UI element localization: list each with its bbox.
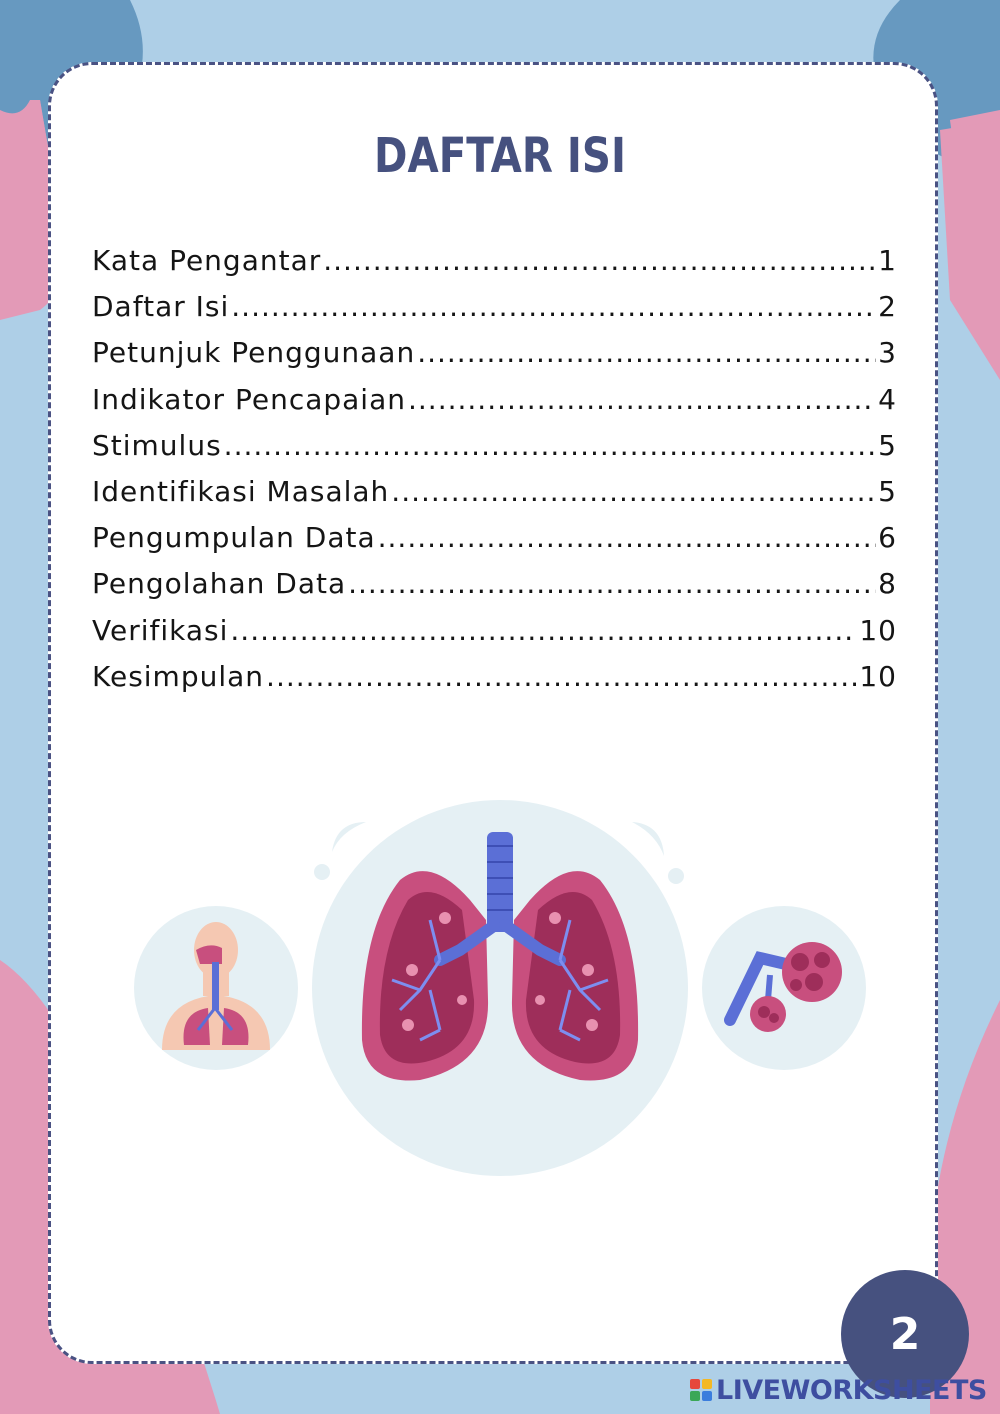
toc-page-number: 2: [878, 290, 897, 324]
toc-page-number: 5: [878, 474, 897, 508]
toc-leader-dots: [378, 521, 877, 554]
toc-item-indikator-pencapaian[interactable]: [92, 383, 897, 429]
toc-item-verifikasi[interactable]: [92, 614, 897, 660]
toc-page-number: 1: [878, 244, 897, 277]
toc-page-number: 5: [878, 428, 897, 462]
toc-label: Petunjuk Penggunaan: [92, 336, 416, 370]
toc-label: Kata Pengantar: [92, 244, 322, 277]
toc-item-kata-pengantar[interactable]: [92, 244, 897, 290]
toc-leader-dots: [323, 244, 876, 277]
toc-page-number: 4: [878, 382, 897, 416]
toc-item-identifikasi-masalah[interactable]: [92, 475, 897, 521]
page-title: DAFTAR ISI: [374, 128, 626, 184]
toc-item-daftar-isi[interactable]: [92, 290, 897, 336]
table-of-contents: [92, 244, 897, 706]
toc-leader-dots: [266, 660, 857, 693]
toc-item-kesimpulan[interactable]: [92, 660, 897, 706]
toc-leader-dots: [348, 567, 876, 600]
toc-label: Stimulus: [92, 428, 222, 462]
toc-label: Verifikasi: [92, 613, 229, 647]
toc-page-number: 3: [878, 336, 897, 370]
toc-item-stimulus[interactable]: [92, 429, 897, 475]
toc-item-petunjuk-penggunaan[interactable]: [92, 336, 897, 382]
liveworksheets-logo-icon: [690, 1379, 712, 1401]
toc-label: Kesimpulan: [92, 659, 265, 693]
toc-leader-dots: [224, 429, 877, 462]
toc-item-pengumpulan-data[interactable]: [92, 521, 897, 567]
watermark: [690, 1373, 987, 1407]
page-number-badge: 2: [841, 1270, 969, 1398]
toc-page-number: 8: [878, 567, 897, 601]
toc-page-number: 10: [859, 613, 897, 647]
toc-label: Pengolahan Data: [92, 567, 347, 601]
watermark-text: LIVEWORKSHEETS: [716, 1374, 987, 1406]
toc-leader-dots: [417, 336, 876, 369]
toc-item-pengolahan-data[interactable]: [92, 567, 897, 613]
toc-label: Identifikasi Masalah: [92, 474, 390, 508]
toc-label: Pengumpulan Data: [92, 521, 376, 555]
toc-page-number: 6: [878, 521, 897, 555]
toc-label: Indikator Pencapaian: [92, 382, 406, 416]
toc-leader-dots: [230, 614, 857, 647]
toc-label: Daftar Isi: [92, 290, 230, 324]
toc-page-number: 10: [859, 659, 897, 693]
toc-leader-dots: [408, 383, 876, 416]
toc-leader-dots: [231, 290, 876, 323]
toc-leader-dots: [391, 475, 876, 508]
